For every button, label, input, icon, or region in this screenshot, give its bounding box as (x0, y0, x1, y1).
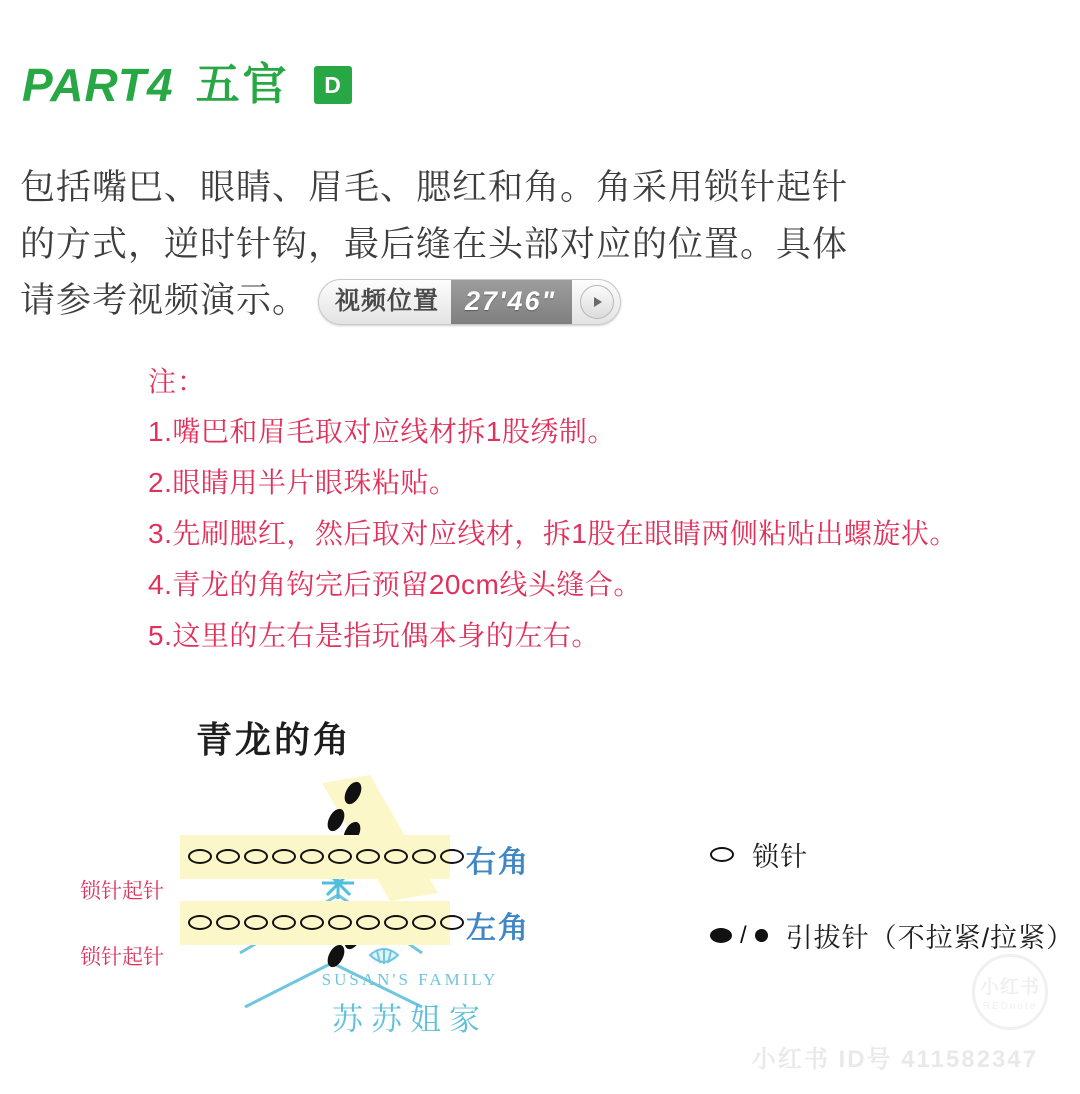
chain-stitch-icon (188, 915, 212, 930)
intro-line-1: 包括嘴巴、眼睛、眉毛、腮红和角。角采用锁针起针 (20, 168, 849, 207)
legend-label: 引拔针（不拉紧/拉紧） (785, 923, 1075, 953)
annotation-chain-start-bottom: 锁针起针 (80, 946, 164, 969)
legend-label: 锁针 (752, 842, 808, 872)
chain-stitch-icon (710, 847, 734, 862)
slip-stitch-icon: / (710, 922, 768, 950)
signature-en: SUSAN'S FAMILY (321, 970, 499, 989)
chain-stitch-icon (216, 915, 240, 930)
watermark-logo (972, 954, 1048, 1030)
stitch-row-left-horn (188, 915, 464, 930)
chain-stitch-icon (440, 915, 464, 930)
chain-stitch-icon (412, 849, 436, 864)
chain-stitch-icon (300, 915, 324, 930)
list-item: 1.嘴巴和眉毛取对应线材拆1股绣制。 (148, 416, 616, 447)
watermark-id: 小红书 ID号 411582347 (751, 1046, 1038, 1073)
chain-stitch-icon (244, 915, 268, 930)
intro-line-2: 的方式，逆时针钩，最后缝在头部对应的位置。具体 (20, 224, 849, 264)
intro-line-3: 请参考视频演示。 (20, 281, 309, 321)
play-icon[interactable] (580, 285, 614, 319)
chain-stitch-icon (188, 849, 212, 864)
video-timestamp: 27'46" (451, 280, 572, 324)
legend-item-slip-stitch (710, 916, 1074, 955)
list-item: 3.先刷腮红，然后取对应线材，拆1股在眼睛两侧粘贴出螺旋状。 (148, 518, 958, 549)
crochet-chart-diagram (70, 775, 1075, 1075)
chain-stitch-icon (272, 849, 296, 864)
intro-paragraph (20, 160, 1070, 330)
stitch-row-right-horn (188, 849, 464, 864)
chain-stitch-icon (412, 915, 436, 930)
watermark-logo-line2: REDnote (982, 1001, 1038, 1012)
status-badge: D (314, 66, 352, 104)
notes-block (148, 368, 958, 673)
chain-stitch-icon (384, 915, 408, 930)
chain-stitch-icon (328, 849, 352, 864)
page-header (22, 59, 352, 111)
chain-stitch-icon (328, 915, 352, 930)
intro-line-3-row (20, 273, 1070, 330)
row-label-right-horn: 右角 (466, 846, 530, 879)
notes-heading: 注： (148, 366, 207, 397)
page-title: 五官 (195, 60, 290, 109)
brand-signature (270, 970, 550, 1039)
list-item: 4.青龙的角钩完后预留20cm线头缝合。 (148, 569, 642, 600)
chain-stitch-icon (440, 849, 464, 864)
chain-stitch-icon (216, 849, 240, 864)
chain-stitch-icon (300, 849, 324, 864)
watermark-logo-line1: 小红书 (979, 977, 1040, 998)
diagram-title: 青龙的角 (196, 719, 353, 760)
row-label-left-horn: 左角 (466, 912, 530, 945)
chain-stitch-icon (384, 849, 408, 864)
chain-stitch-icon (272, 915, 296, 930)
legend-item-chain (710, 835, 1074, 874)
video-position-button[interactable] (318, 279, 621, 325)
chain-stitch-icon (244, 849, 268, 864)
part-label: PART4 (22, 59, 174, 111)
list-item: 2.眼睛用半片眼珠粘贴。 (148, 467, 458, 498)
signature-cn: 苏苏姐家 (332, 1002, 488, 1037)
list-item: 5.这里的左右是指玩偶本身的左右。 (148, 620, 600, 651)
video-position-label: 视频位置 (335, 287, 440, 316)
annotation-chain-start-top: 锁针起针 (80, 880, 164, 903)
chain-stitch-icon (356, 915, 380, 930)
chain-stitch-icon (356, 849, 380, 864)
